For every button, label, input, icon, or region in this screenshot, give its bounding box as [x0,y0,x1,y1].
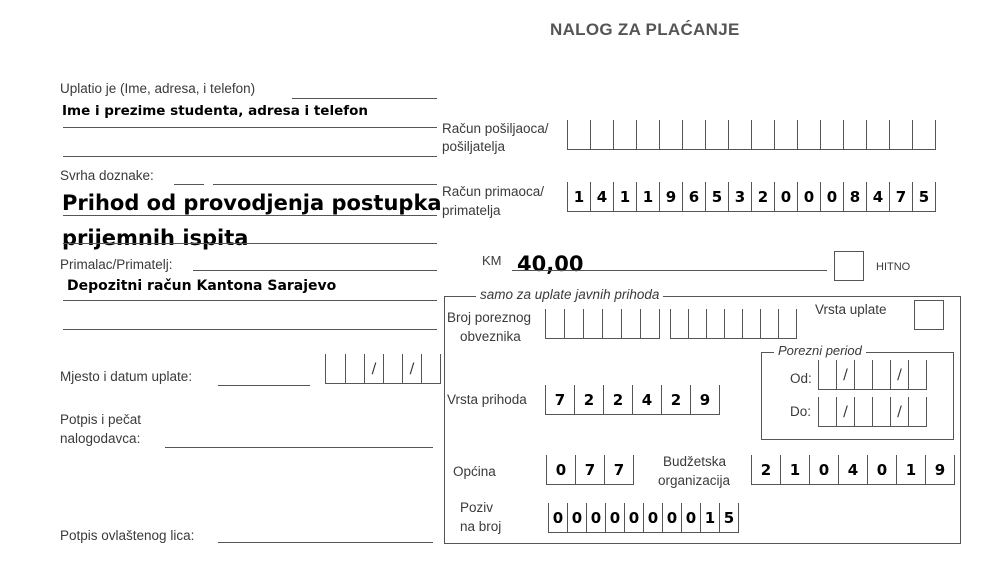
digit-box[interactable]: 2 [752,182,775,212]
digit-box[interactable]: 3 [729,182,752,212]
opcina-label: Općina [453,464,496,479]
digit-box[interactable] [752,120,775,150]
digit-box[interactable]: 9 [926,455,955,485]
digit-box[interactable] [913,120,936,150]
km-label: KM [482,253,502,268]
digit-box[interactable]: 4 [867,182,890,212]
digit-box[interactable] [660,120,683,150]
digit-box[interactable]: 1 [897,455,926,485]
broj-poreznog-boxes-a[interactable] [545,309,660,339]
digit-box[interactable] [729,120,752,150]
primalac-line-1 [193,270,437,271]
digit-box[interactable]: 0 [868,455,897,485]
digit-box[interactable]: 7 [576,455,605,485]
digit-box[interactable] [603,309,622,339]
digit-box[interactable] [775,120,798,150]
digit-box[interactable] [743,309,761,339]
digit-box[interactable] [546,309,565,339]
svrha-label: Svrha doznake: [60,168,154,183]
primalac-line-3 [63,329,437,330]
form-title: NALOG ZA PLAĆANJE [550,20,740,39]
od-date-boxes[interactable] [818,360,927,390]
digit-box[interactable] [890,120,913,150]
racun-posiljaoca-label-1: Račun pošiljaoca/ [442,121,549,136]
digit-box[interactable] [683,120,706,150]
do-label: Do: [790,404,812,419]
potpis-nalog-label-2: nalogodavca: [60,431,141,446]
vrsta-prihoda-label: Vrsta prihoda [447,392,527,407]
digit-box[interactable]: 0 [568,503,587,533]
digit-box[interactable]: 4 [591,182,614,212]
do-sep-1: / [837,397,855,427]
digit-box[interactable]: 2 [662,385,691,415]
digit-box[interactable]: 1 [637,182,660,212]
digit-box[interactable] [591,120,614,150]
amount-value[interactable]: 40,00 [517,252,584,276]
digit-box[interactable]: 5 [913,182,936,212]
digit-box[interactable] [671,309,689,339]
digit-box[interactable] [779,309,797,339]
uplatio-line-2 [63,127,437,128]
digit-box[interactable]: 0 [587,503,606,533]
digit-box[interactable] [584,309,603,339]
digit-box[interactable]: 6 [683,182,706,212]
racun-posiljaoca-boxes[interactable] [567,120,936,150]
racun-posiljaoca-label-2: pošiljatelja [442,139,506,154]
digit-box[interactable]: 0 [682,503,701,533]
od-sep-2: / [891,360,909,390]
digit-box[interactable]: 1 [568,182,591,212]
digit-box[interactable] [641,309,660,339]
potpis-ovl-label: Potpis ovlaštenog lica: [60,528,195,543]
javni-prihodi-legend: samo za uplate javnih prihoda [476,287,663,302]
digit-box[interactable] [725,309,743,339]
digit-box[interactable]: 2 [575,385,604,415]
svrha-line-3 [63,243,437,244]
digit-box[interactable]: 2 [604,385,633,415]
digit-box[interactable]: 0 [606,503,625,533]
vrsta-prihoda-boxes[interactable] [545,385,720,415]
svrha-line-2 [63,215,437,216]
digit-box[interactable] [844,120,867,150]
digit-box[interactable] [706,120,729,150]
digit-box[interactable]: 7 [890,182,913,212]
porezni-period-legend: Porezni period [774,343,866,358]
digit-box[interactable]: 0 [663,503,682,533]
date-sep-2: / [403,354,422,384]
digit-box[interactable] [821,120,844,150]
poziv-label-1: Poziv [460,500,494,515]
poziv-label-2: na broj [460,519,502,534]
digit-box[interactable] [761,309,779,339]
svrha-value-line1[interactable]: Prihod od provodjenja postupka [62,191,442,215]
digit-box[interactable] [622,309,641,339]
digit-box[interactable]: 4 [633,385,662,415]
digit-box[interactable] [867,120,890,150]
primalac-line-2 [63,300,437,301]
digit-box[interactable]: 2 [752,455,781,485]
hitno-label: HITNO [876,261,911,273]
digit-box[interactable]: 9 [691,385,720,415]
digit-box[interactable] [707,309,725,339]
digit-box[interactable]: 4 [839,455,868,485]
digit-box[interactable]: 9 [660,182,683,212]
hitno-checkbox[interactable] [834,251,864,281]
primalac-label: Primalac/Primatelj: [60,257,173,272]
potpis-nalog-line [165,447,433,448]
broj-poreznog-label-2: obveznika [460,329,521,344]
digit-box[interactable]: 0 [798,182,821,212]
primalac-value[interactable]: Depozitni račun Kantona Sarajevo [67,278,337,294]
digit-box[interactable]: 7 [546,385,575,415]
digit-box[interactable]: 0 [644,503,663,533]
racun-primaoca-boxes[interactable] [567,182,936,212]
digit-box[interactable]: 0 [810,455,839,485]
digit-box[interactable]: 0 [821,182,844,212]
digit-box[interactable] [568,120,591,150]
budzetska-label-1: Budžetska [663,454,727,469]
digit-box[interactable]: 1 [701,503,720,533]
do-sep-2: / [891,397,909,427]
vrsta-uplate-label: Vrsta uplate [815,302,887,317]
racun-primaoca-label-2: primatelja [442,203,501,218]
digit-box[interactable] [798,120,821,150]
digit-box[interactable]: 5 [706,182,729,212]
digit-box[interactable]: 0 [625,503,644,533]
od-label: Od: [790,371,812,386]
uplatio-line-1 [292,98,437,99]
racun-primaoca-label-1: Račun primaoca/ [442,184,545,199]
od-sep-1: / [837,360,855,390]
svrha-value-line2[interactable]: prijemnih ispita [62,226,249,250]
digit-box[interactable]: 0 [547,455,576,485]
uplatio-value[interactable]: Ime i prezime studenta, adresa i telefon [62,103,368,119]
opcina-boxes[interactable] [546,455,634,485]
digit-box[interactable]: 1 [614,182,637,212]
do-date-boxes[interactable] [818,397,927,427]
digit-box[interactable]: 0 [775,182,798,212]
broj-poreznog-label-1: Broj poreznog [447,310,532,325]
date-boxes[interactable] [325,354,441,384]
digit-box[interactable]: 5 [720,503,739,533]
digit-box[interactable] [565,309,584,339]
digit-box[interactable]: 0 [549,503,568,533]
digit-box[interactable] [637,120,660,150]
uplatio-line-3 [63,156,437,157]
potpis-nalog-label-1: Potpis i pečat [60,412,142,427]
date-sep-1: / [365,354,384,384]
budzetska-boxes[interactable] [751,455,955,485]
svrha-line-1a [174,184,204,185]
digit-box[interactable]: 8 [844,182,867,212]
digit-box[interactable]: 7 [605,455,634,485]
potpis-ovl-line [218,542,433,543]
mjesto-label: Mjesto i datum uplate: [60,369,193,384]
digit-box[interactable]: 1 [781,455,810,485]
poziv-boxes[interactable] [548,503,739,533]
digit-box[interactable] [614,120,637,150]
digit-box[interactable] [689,309,707,339]
svrha-line-1b [213,184,437,185]
broj-poreznog-boxes-b[interactable] [670,309,797,339]
budzetska-label-2: organizacija [658,473,731,488]
mjesto-line [218,385,310,386]
vrsta-uplate-box[interactable] [914,300,944,330]
amount-line [512,270,827,271]
uplatio-label: Uplatio je (Ime, adresa, i telefon) [60,81,256,96]
